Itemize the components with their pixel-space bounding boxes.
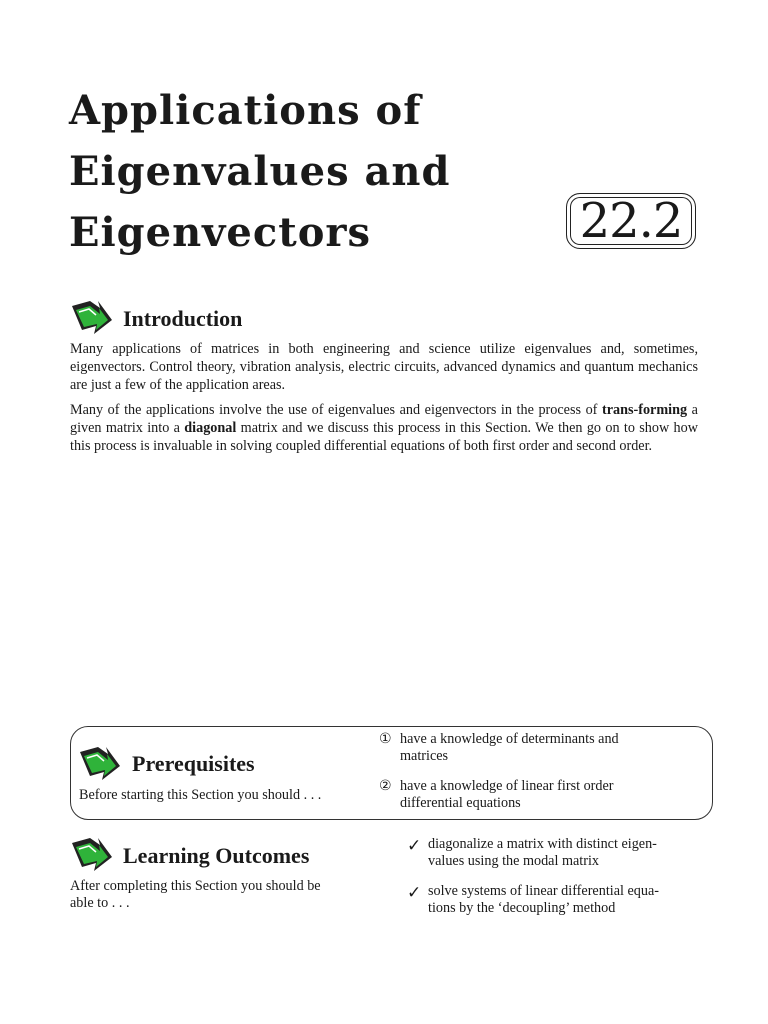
learning-outcome-item-1: diagonalize a matrix with distinct eigen- values using the modal matrix — [428, 836, 657, 869]
prerequisite-marker-2: ② — [379, 778, 392, 794]
learning-outcomes-lead: After completing this Section you should be able to . . . — [70, 878, 321, 911]
prerequisites-heading: Prerequisites — [132, 751, 255, 776]
section-number-badge: 22.2 — [566, 193, 696, 249]
title-line-3: Eigenvectors — [69, 209, 371, 256]
emphasis-trans: trans- — [601, 402, 639, 418]
arrow-pointer-icon — [70, 835, 114, 875]
title-line-1: Applications of — [69, 87, 422, 134]
learning-outcome-item-2: solve systems of linear differential equa- tions by the ‘decoupling’ method — [428, 883, 659, 916]
emphasis-diagonal: diagonal — [184, 420, 237, 436]
prerequisite-item-2: have a knowledge of linear first order differential equations — [400, 778, 614, 811]
prerequisites-lead: Before starting this Section you should . . . — [79, 787, 322, 803]
check-icon: ✓ — [407, 836, 422, 856]
check-icon: ✓ — [407, 883, 422, 903]
introduction-paragraph-1: Many applications of matrices in both engineering and science utilize eigenvalues and, sometimes, eigenvectors. Control theory, vibration analysis, electric circuits, advanced dynamics and quantum mechanics are just a few of the application areas. — [70, 341, 698, 393]
emphasis-forming: forming — [638, 402, 688, 418]
introduction-heading: Introduction — [123, 306, 243, 331]
learning-outcomes-heading: Learning Outcomes — [123, 843, 310, 868]
arrow-pointer-icon — [78, 744, 122, 784]
title-line-2: Eigenvalues and — [69, 148, 451, 195]
page-title — [69, 80, 529, 263]
arrow-pointer-icon — [70, 298, 114, 338]
prerequisite-item-1: have a knowledge of determinants and matrices — [400, 731, 619, 764]
prerequisite-marker-1: ① — [379, 731, 392, 747]
introduction-paragraph-2: Many of the applications involve the use of eigenvalues and eigenvectors in the process of trans-forming a given matrix into a diagonal matrix and we discuss this process in this Section. We then go on to show how this process is invaluable in solving coupled differential equations of both first order and second order. — [70, 402, 698, 454]
